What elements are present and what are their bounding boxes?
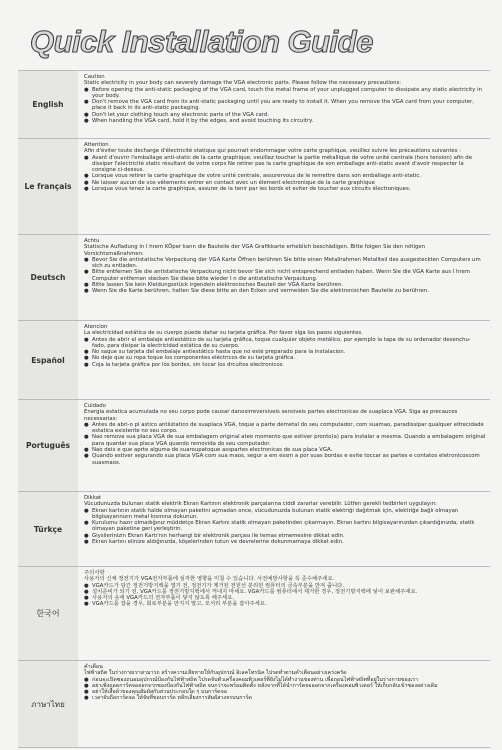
section-heading: Caution xyxy=(84,74,105,80)
section-heading: Achtu xyxy=(84,238,100,244)
bullet-icon: ● xyxy=(84,86,89,93)
bullet-icon: ● xyxy=(84,179,89,186)
bullet-icon: ● xyxy=(84,434,89,441)
precaution-list xyxy=(84,422,486,466)
list-item-text: Nao deix e que aprte alguma de suaroupatoque asspartes electronicas de sua placa VGA. xyxy=(92,447,333,454)
section-intro: Static electricity in your body can severely damage the VGA electronic parts. Please follow the necessary precautions: xyxy=(84,80,402,87)
bullet-icon: ● xyxy=(84,173,89,180)
list-item-text: Lorsque vous tenez la carte graphique, assurer de la tenir par les bords et eviter de toucher aux circuits électroniques. xyxy=(92,186,411,193)
section-content xyxy=(78,492,490,566)
list-item-text: Bitte lassen Sie kein Kleidungsstück irgendein elektronisches Bauteil der VGA Karte berühren. xyxy=(92,282,344,289)
section-content xyxy=(78,321,490,399)
list-item xyxy=(84,118,486,124)
list-item-text: ก่อนจะเปิดซองถนอมอุปกรณ์ป้องกันไฟฟ้าสถิต ไปรดจับตัวเครื่องคอมพิวเตอร์ที่ยังไม่ได้ทำงานของท่าน เพื่อถอนไฟฟ้าสถิตที่อยู่ในร่างกายของเรา xyxy=(92,676,419,683)
precaution-list xyxy=(84,583,486,608)
list-item-text: When handling the VGA card, hold it by the edges, and avoid touching its circuitry. xyxy=(92,118,314,125)
list-item xyxy=(84,288,486,294)
list-item-text: อย่าให้เสื้อผ้าของคุณสัมผัสกับส่วนประกอบใด ๆ บนการ์ดจอ xyxy=(92,689,227,696)
section-turkce xyxy=(18,492,490,567)
bullet-icon: ● xyxy=(84,154,89,161)
language-label: Português xyxy=(18,400,78,491)
section-heading: Dikkat xyxy=(84,495,102,501)
bullet-icon: ● xyxy=(84,601,89,608)
section-content xyxy=(78,661,490,747)
section-heading: Attention xyxy=(84,142,109,148)
language-label: Le français xyxy=(18,139,78,234)
list-item xyxy=(84,539,486,545)
bullet-icon: ● xyxy=(84,288,89,295)
list-item-text: Ne laisser aucun de vos vêtements entrer en contact avec un élement electronique de la carte graphique xyxy=(92,179,375,186)
list-item-text: Antes de abri-o pl astico antiistatico de suaplaca VGA, toque a parte demetal do seu computador, com suamao, paradissipar qualquer eltrecidade estatica existente no seu corpo. xyxy=(92,421,484,435)
list-item xyxy=(84,99,486,112)
bullet-icon: ● xyxy=(84,355,89,362)
section-heading: Atencion xyxy=(84,324,108,330)
bullet-icon: ● xyxy=(84,588,89,595)
bullet-icon: ● xyxy=(84,689,89,696)
bullet-icon: ● xyxy=(84,111,89,118)
section-content xyxy=(78,400,490,491)
list-item-text: Avant d'ouvrir l'emballage anti-static de la carte graphique, veuillez toucher la partie métallique de votre unité centrale (hors tension) afin de dissiper l'electricité static résultant de votre corps Ne retirer pas la carte graphique de son emballage anti-static avant d'avoir respecter la consigne ci-dessus. xyxy=(92,154,472,174)
list-item xyxy=(84,155,486,174)
section-deutsch xyxy=(18,235,490,321)
list-item-text: VGA카드를 잡을 경우, 회로부분을 만지지 말고, 모서리 부분을 잡아주세요. xyxy=(92,601,267,608)
section-intro: La electricidad estática de su cuerpo puede dañar su tarjeta gráfica. Por favor siga los pasos siguientes. xyxy=(84,330,363,337)
list-item-text: Ekran kartının statik halde olmayan paketini açmadan once, vücudunuzda bulunan statik elektriği dağıtmak için, elektriğe bağlı olmayan bilgisayarınızın metal kısmına dokunun. xyxy=(92,507,459,520)
section-korean xyxy=(18,567,490,661)
list-item-text: Coja la tarjeta gráfica por los bordes, sin tocar los drcuitos electronicos. xyxy=(92,361,285,368)
list-item-text: Ekran kartını elinize aldığınızda, köşelerinden tutun ve devrelerine dokunmamaya dikkat edin. xyxy=(92,539,344,546)
section-content xyxy=(78,139,490,234)
precaution-list xyxy=(84,337,486,368)
section-content xyxy=(78,235,490,320)
bullet-icon: ● xyxy=(84,520,89,527)
language-label: Español xyxy=(18,321,78,399)
list-item xyxy=(84,601,486,607)
list-item-text: Kurulumu hazır olmadığınız müddetçe Ekran Kartını statik olmayan paketinden çıkarmayın. Ekran kartını bilgisayarınızdan çıkardığınızda, statik olmayan paketine geri yerleştirin. xyxy=(92,520,475,533)
bullet-icon: ● xyxy=(84,349,89,356)
list-item-text: No deje que su ropa toque los componentes eléctricos de su tarjeta gráfica. xyxy=(92,355,296,362)
bullet-icon: ● xyxy=(84,269,89,276)
bullet-icon: ● xyxy=(84,695,89,702)
bullet-icon: ● xyxy=(84,507,89,514)
section-francais xyxy=(18,139,490,235)
bullet-icon: ● xyxy=(84,99,89,106)
bullet-icon: ● xyxy=(84,256,89,263)
language-label: ภาษาไทย xyxy=(18,661,78,747)
bullet-icon: ● xyxy=(84,539,89,546)
bullet-icon: ● xyxy=(84,676,89,683)
list-item-text: Quando estiver segurando sua placa VGA com sua maos, segur a em essm a por suas bordas e evite toccar as partes e contatos eletronicoscom suasmaos. xyxy=(92,453,480,466)
precaution-list xyxy=(84,677,486,702)
list-item xyxy=(84,87,486,100)
bullet-icon: ● xyxy=(84,336,89,343)
bullet-icon: ● xyxy=(84,361,89,368)
list-item-text: Giysilerinizin Ekran Kartı'nın herhangi bir elektronik parçası ile temas etmemesine dikkat edin. xyxy=(92,532,345,539)
section-intro: Energia estatica acumulada no seu corpo pode causar danosirreversiveis sensiveis partes electronicas de suaplaca VGA. Siga as precauces necessarias: xyxy=(84,409,458,422)
list-item xyxy=(84,695,486,701)
language-label: Türkçe xyxy=(18,492,78,566)
section-thai xyxy=(18,661,490,748)
section-english xyxy=(18,70,490,139)
list-item-text: Don't remove the VGA card from its anti-static packaging until you are ready to install it. When you remove the VGA card from your computer, place it back in its anti-static packaging. xyxy=(92,99,474,112)
list-item-text: Nao remova sua placa VGA de sua embalagem original ateo momento que estiver pronto(a) para instalar a mesma. Quando a embalagem original para quardar sua placa VGA quando removida do seu computador. xyxy=(92,434,486,447)
list-item-text: VGA카드가 담긴 정전기방지백을 열기 전, 정전기가 제거된 전원선 분리된 컴퓨터의 금속부분을 만져 줍니다. xyxy=(92,582,345,589)
list-item xyxy=(84,520,486,533)
section-intro: ไฟฟ้าสถิต ในร่างกายเราสามารถ สร้างความเสียหายให้กับอุปกรณ์ อิเลคโทรนิค ไปรดทำตามคำเตือนอย่างเคร่งครัด xyxy=(84,670,347,677)
bullet-icon: ● xyxy=(84,282,89,289)
list-item-text: อย่าเพิ่งถอดการ์ดจอออกจากซองป้องกันไฟฟ้าสถิต จนกว่าจะพร้อมติดตั้ง หลังจากที่ได้นำการ์ดจอออกจากเครื่องคอมพิวเตอร์ ให้เก็บกลับเข้าซองอย่างเดิม xyxy=(92,682,438,689)
bullet-icon: ● xyxy=(84,453,89,460)
sections-list xyxy=(18,70,490,748)
list-item-text: Antes de abrir el embalaje antiestático de su tarjeta gráfica, toque cualquier objeto metálico, por ejemplo la tapa de su ordenador desenchu- fado, para disipar la electricidad estática de su cuerpo. xyxy=(92,336,471,349)
language-label: 한국어 xyxy=(18,567,78,660)
list-item-text: Bitte entfernen Sie die antistatische Verpackung nicht bevor Sie sich nicht entsprechend entladen haben. Wenn Sie die VGA Karte aus I hrem Computer entfernen stecken Sie diese bitte wieder I n die antistatische Verpackung. xyxy=(92,269,470,282)
bullet-icon: ● xyxy=(84,682,89,689)
section-espanol xyxy=(18,321,490,400)
list-item-text: Bevor Sie die antistatische Verpackung der VGA Karte Öffnen berühren Sie bitte einen Metallrahmen Metallteil des ausgesteckten Computers um sich zu entladen. xyxy=(92,256,481,270)
precaution-list xyxy=(84,155,486,193)
page-title: Quick Installation Guide xyxy=(30,24,373,59)
list-item-text: Lorsque vous retirer la carte graphique de votre unité centrale, assurervous de le remettre dans son emballage anti-static. xyxy=(92,173,421,180)
precaution-list xyxy=(84,257,486,295)
section-content xyxy=(78,567,490,660)
list-item xyxy=(84,422,486,435)
precaution-list xyxy=(84,87,486,125)
section-intro: Afin d'éviter toute decharge d'électricité statique qui pourrait endommager votre carte graphique, veuillez suivre les précautions suivantes : xyxy=(84,148,461,155)
list-item xyxy=(84,453,486,466)
list-item-text: 설치준비가 되기 전, VGA카드를 정전기방지백에서 꺼내지 마세요. VGA카드를 컴퓨터에서 제거한 경우, 정전기방지백에 넣어 보관해주세요. xyxy=(92,588,418,595)
list-item-text: เวลาจับถือการ์ดจอ ให้จับที่ขอบการ์ด หลีกเลี่ยงการสัมผัสวงจรบนการ์ด xyxy=(92,695,252,702)
bullet-icon: ● xyxy=(84,532,89,539)
bullet-icon: ● xyxy=(84,447,89,454)
list-item-text: Don't let your clothing touch any electronic parts of the VGA card. xyxy=(92,111,270,118)
language-label: English xyxy=(18,71,78,138)
list-item-text: 사용자의 옷에 VGA카드의 전자부품이 닿지 않도록 해주세요. xyxy=(92,595,235,602)
list-item-text: No saque su tarjeta del embalaje antiestático hasta que no esté preparado para la instalacion. xyxy=(92,349,346,356)
list-item xyxy=(84,434,486,447)
bullet-icon: ● xyxy=(84,582,89,589)
list-item-text: Wenn Sie die Karte berühren, halten Sie diese bitte an den Ecken und vermeiden Sie die elektronischen Bauteile zu berühren. xyxy=(92,288,429,295)
list-item xyxy=(84,257,486,270)
section-intro: Statische Aufladung in I hrem KÖper kann die Bauteile der VGA Grafikkarte erheblich beschädigen. Bitte folgen Sie den nötigen Vorsichtsmaßnahmen: xyxy=(84,244,426,257)
list-item xyxy=(84,362,486,368)
section-heading: คำเตือน xyxy=(84,664,103,670)
bullet-icon: ● xyxy=(84,118,89,125)
bullet-icon: ● xyxy=(84,186,89,193)
section-heading: Cuidado xyxy=(84,403,106,409)
section-portugues xyxy=(18,400,490,492)
precaution-list xyxy=(84,508,486,546)
section-heading: 주의사항 xyxy=(84,570,105,576)
list-item xyxy=(84,269,486,282)
bullet-icon: ● xyxy=(84,595,89,602)
list-item xyxy=(84,508,486,521)
bullet-icon: ● xyxy=(84,421,89,428)
list-item-text: Before opening the anti-static packaging of the VGA card, touch the metal frame of your unplugged computer to dissipate any static electricity in your body. xyxy=(92,86,483,99)
section-intro: 사용자의 신체 정전기가 VGA전자부품에 심각한 영향을 미칠 수 있습니다. 사전예방사항을 꼭 준수해주세요. xyxy=(84,576,335,583)
section-content xyxy=(78,71,490,138)
list-item xyxy=(84,337,486,350)
list-item xyxy=(84,186,486,192)
language-label: Deutsch xyxy=(18,235,78,320)
section-intro: Vücudunuzda bulunan statik elektrik Ekran Kartının elektronik parçalarına ciddi zararlar verebilir. Lütfen gerekli tedbirleri uygulayın: xyxy=(84,501,437,508)
